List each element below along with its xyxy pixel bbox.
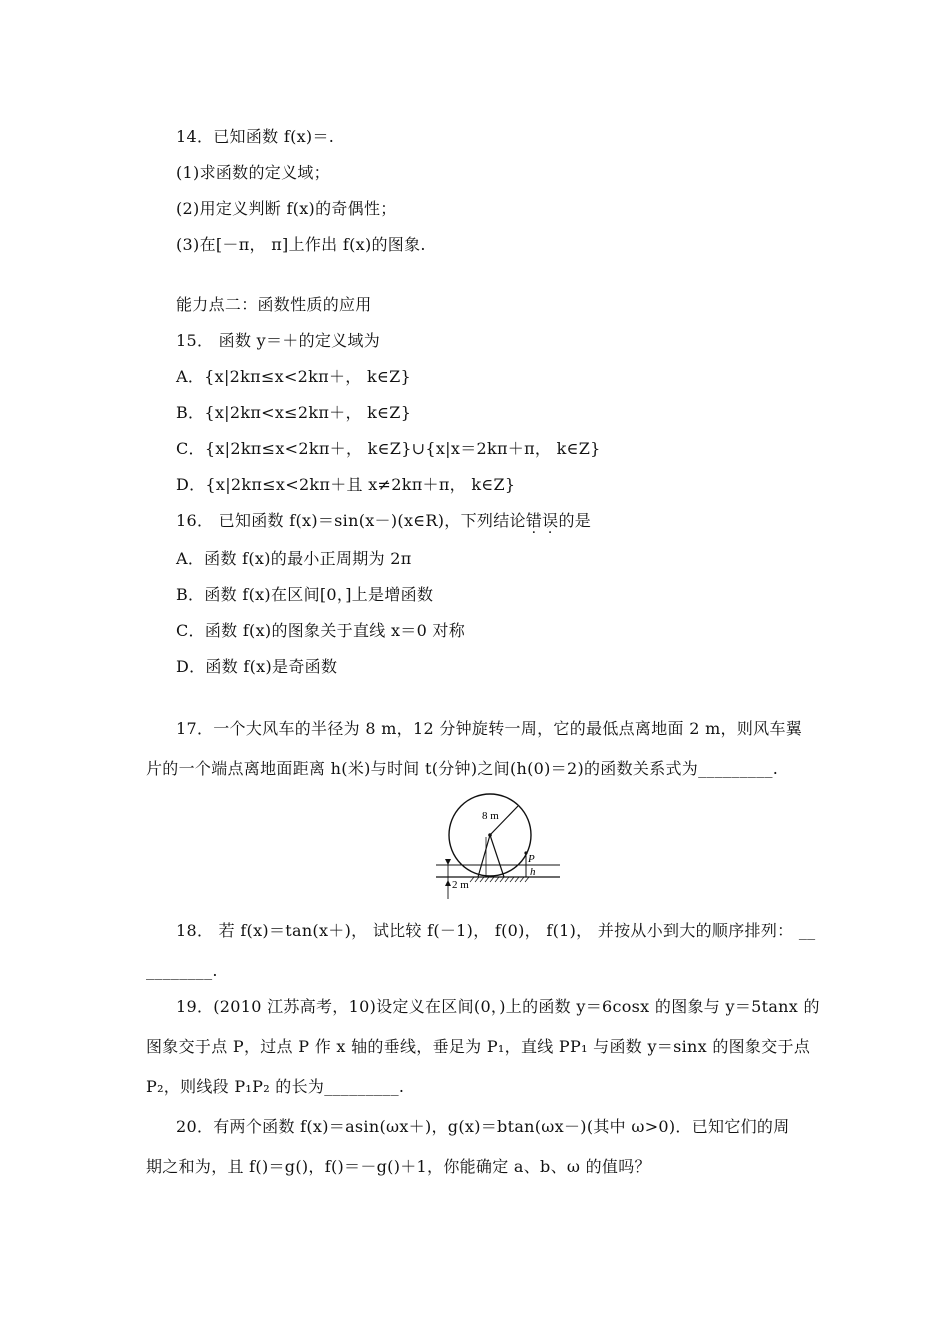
q20-line-1: 20．有两个函数 f(x)＝asin(ωx＋)，g(x)＝btan(ωx－)(其中 ω>0)．已知它们的周 [176, 1117, 790, 1136]
q18-line-1: 18． 若 f(x)＝tan(x＋)， 试比较 f(－1)， f(0)， f(1)， 并按从小到大的顺序排列： __ [176, 921, 816, 940]
q14-part-3: (3)在[－π， π]上作出 f(x)的图象. [176, 235, 426, 254]
q16-option-d: D．函数 f(x)是奇函数 [176, 657, 338, 676]
q15-option-d: D．{x|2kπ≤x<2kπ＋且 x≠2kπ＋π， k∈Z} [176, 475, 516, 494]
q16-stem [176, 510, 591, 532]
windmill-figure [434, 787, 564, 902]
radius-label: 8 m [482, 810, 499, 822]
q19-line-2: 图象交于点 P，过点 P 作 x 轴的垂线，垂足为 P₁，直线 PP₁ 与函数 y＝sinx 的图象交于点 [146, 1037, 811, 1056]
q16-stem-pre: 16． 已知函数 f(x)＝sin(x－)(x∈R)，下列结论 [176, 511, 526, 530]
q17-line-1: 17．一个大风车的半径为 8 m，12 分钟旋转一周，它的最低点离地面 2 m，则风车翼 [176, 719, 803, 738]
q16-emphasis-2: 误 [542, 511, 559, 530]
q14-part-2: (2)用定义判断 f(x)的奇偶性； [176, 199, 397, 218]
q15-stem: 15． 函数 y＝＋的定义域为 [176, 331, 381, 350]
ground-hatching [470, 877, 529, 882]
q16-emphasis-1: 错 [525, 511, 543, 530]
q19-line-1: 19．(2010 江苏高考，10)设定义在区间(0，)上的函数 y＝6cosx 的图象与 y＝5tanx 的 [176, 997, 820, 1016]
height-arrow-down [445, 859, 451, 865]
tower-left [478, 835, 490, 877]
tower-right [490, 835, 504, 877]
h-label: h [530, 866, 536, 878]
q16-stem-post: 的是 [558, 511, 592, 530]
q20-line-2: 期之和为，且 f()＝g()，f()＝－g()＋1，你能确定 a、b、ω 的值吗？ [146, 1157, 651, 1176]
q14-part-1: (1)求函数的定义域； [176, 163, 330, 182]
q16-option-b: B．函数 f(x)在区间[0，]上是增函数 [176, 585, 434, 604]
q15-option-b: B．{x|2kπ<x≤2kπ＋， k∈Z} [176, 403, 412, 422]
q18-line-2: ________. [146, 961, 218, 980]
q16-option-a: A．函数 f(x)的最小正周期为 2π [176, 549, 412, 568]
q15-option-a: A．{x|2kπ≤x<2kπ＋， k∈Z} [176, 367, 411, 386]
q17-line-2: 片的一个端点离地面距离 h(米)与时间 t(分钟)之间(h(0)＝2)的函数关系式为_________. [146, 759, 779, 778]
q14-stem: 14．已知函数 f(x)＝. [176, 127, 335, 146]
q15-option-c: C．{x|2kπ≤x<2kπ＋， k∈Z}∪{x|x＝2kπ＋π， k∈Z} [176, 439, 601, 458]
q16-option-c: C．函数 f(x)的图象关于直线 x＝0 对称 [176, 621, 466, 640]
q19-line-3: P₂，则线段 P₁P₂ 的长为_________. [146, 1077, 405, 1096]
point-p-label: P [528, 853, 535, 865]
section-heading: 能力点二：函数性质的应用 [176, 295, 372, 314]
height-label: 2 m [452, 879, 469, 891]
